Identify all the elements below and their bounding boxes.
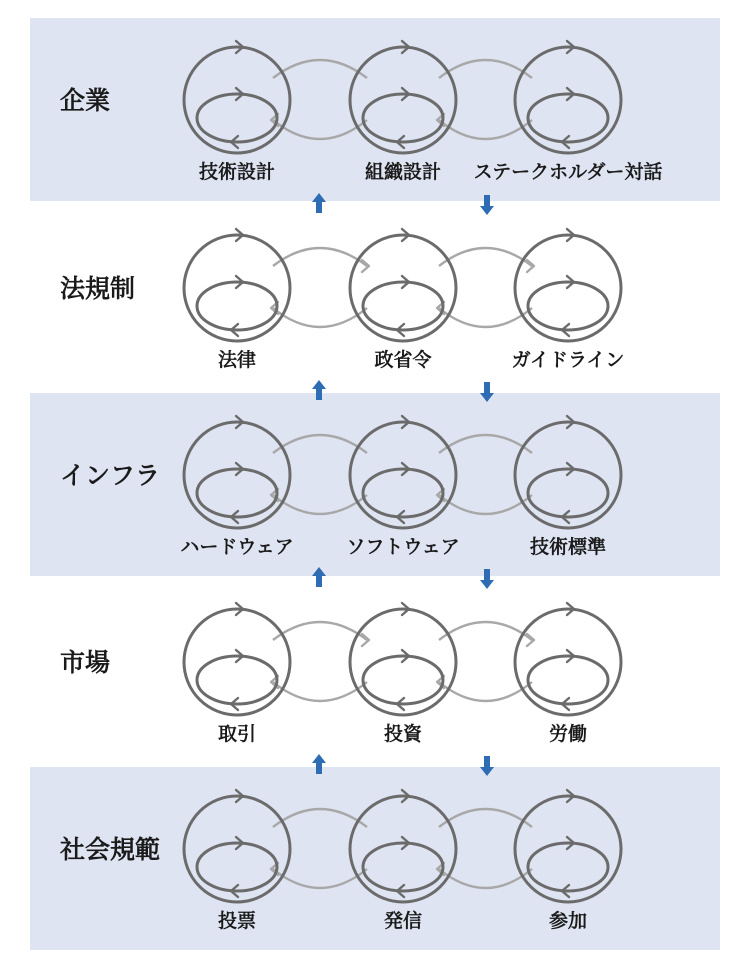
item-label: ハードウェア — [180, 536, 294, 558]
cycle-icon — [350, 790, 456, 902]
cycle-icon — [350, 603, 456, 715]
cycle-icon — [184, 229, 290, 341]
cycle-icon — [184, 603, 290, 715]
cycle-icon — [515, 41, 621, 153]
item-label: 法律 — [217, 349, 257, 371]
cycle-link-arrows — [271, 435, 367, 514]
cycle-link-arrows — [437, 435, 532, 514]
item-label: ソフトウェア — [346, 536, 460, 558]
cycle-icon — [515, 229, 621, 341]
item-label: 発信 — [383, 910, 423, 932]
cycle-icon — [184, 790, 290, 902]
cycle-icon — [350, 41, 456, 153]
arrow-down-icon — [480, 382, 494, 402]
cycle-link-arrows — [271, 622, 369, 701]
item-label: 取引 — [217, 723, 257, 745]
arrow-up-icon — [312, 754, 326, 774]
item-label: 参加 — [548, 910, 588, 932]
cycle-link-arrows — [437, 248, 534, 327]
arrow-down-icon — [480, 569, 494, 589]
layer-label: 企業 — [60, 86, 111, 115]
cycle-icon — [184, 41, 290, 153]
cycle-icon — [350, 416, 456, 528]
item-label: 政省令 — [374, 349, 432, 371]
cycle-icon — [515, 416, 621, 528]
cycle-icon — [350, 229, 456, 341]
item-label: 技術設計 — [198, 161, 276, 183]
arrow-up-icon — [312, 380, 326, 400]
arrow-up-icon — [312, 567, 326, 587]
item-label: 技術標準 — [529, 536, 607, 558]
cycle-icon — [515, 603, 621, 715]
item-label: ガイドライン — [511, 349, 625, 371]
cycle-link-arrows — [271, 248, 369, 327]
cycle-icon — [184, 416, 290, 528]
cycle-link-arrows — [437, 622, 534, 701]
layer-label: インフラ — [60, 461, 161, 490]
layer-label: 社会規範 — [60, 835, 161, 864]
arrow-down-icon — [480, 195, 494, 215]
item-label: 労働 — [548, 723, 588, 745]
item-label: 組織設計 — [364, 161, 442, 183]
layer-label: 法規制 — [60, 274, 136, 303]
cycle-link-arrows — [271, 809, 367, 888]
arrow-down-icon — [480, 756, 494, 776]
cycle-link-arrows — [437, 809, 532, 888]
item-label: 投資 — [383, 723, 423, 745]
item-label: 投票 — [217, 910, 257, 932]
cycle-link-arrows — [437, 60, 532, 139]
item-label: ステークホルダー対話 — [473, 161, 663, 183]
cycle-link-arrows — [271, 60, 367, 139]
cycle-icon — [515, 790, 621, 902]
layer-label: 市場 — [60, 648, 111, 677]
arrow-up-icon — [312, 193, 326, 213]
